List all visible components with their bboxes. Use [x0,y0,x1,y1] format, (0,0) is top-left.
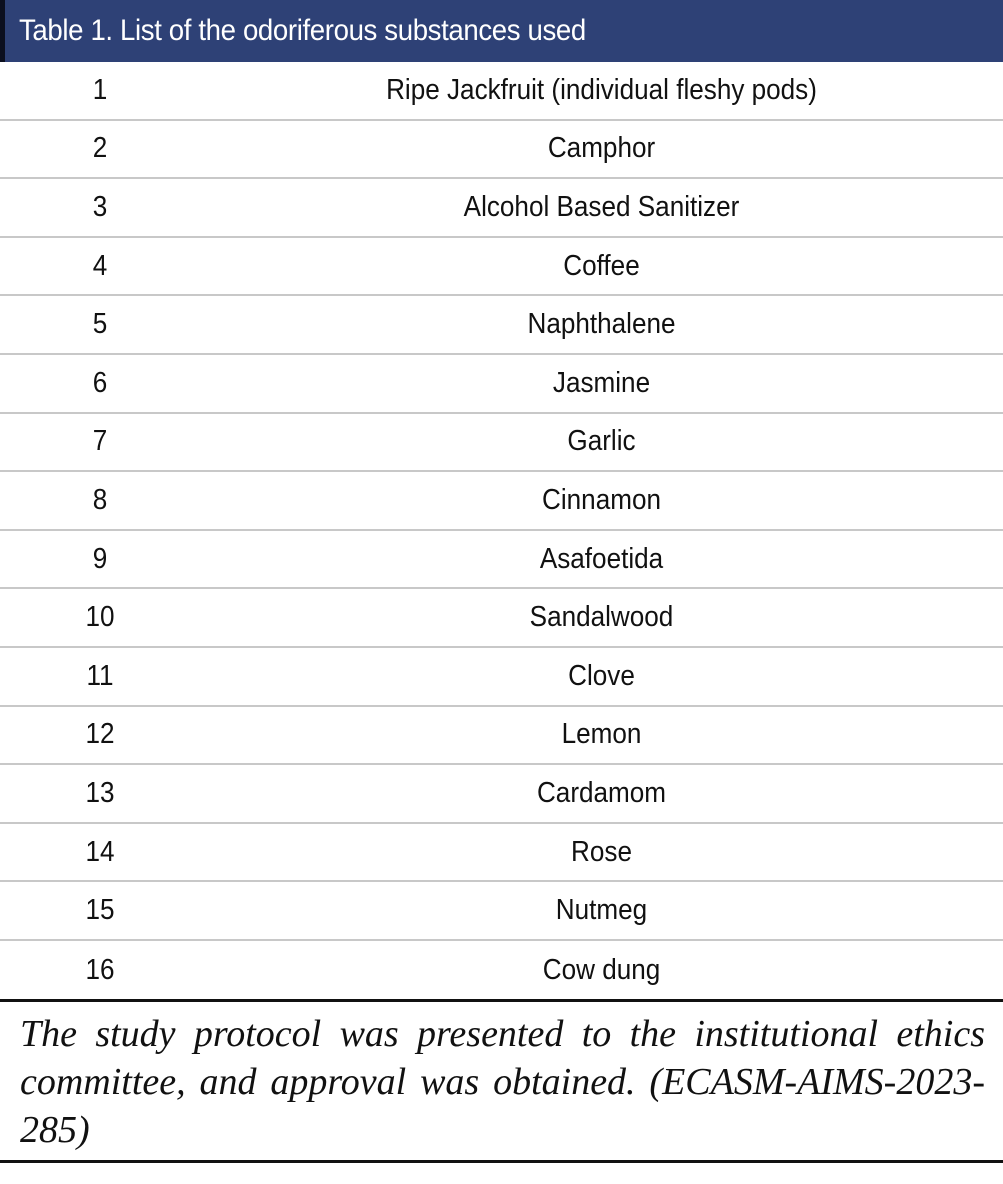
row-number: 7 [92,425,108,458]
substance-name: Lemon [561,718,642,751]
table-row [0,765,1003,824]
row-number: 2 [92,132,108,165]
table-row [0,589,1003,648]
table-row [0,179,1003,238]
row-number: 9 [92,542,108,575]
table-footnote: The study protocol was presented to the institutional ethics committee, and approval was obtained. (ECASM-AIMS-2023-285) [20,1013,985,1151]
row-number: 11 [86,659,114,692]
table-row [0,531,1003,590]
row-number: 14 [85,835,115,868]
substance-name: Asafoetida [539,542,664,575]
table-row [0,355,1003,414]
substances-table [0,62,1003,1000]
substance-name: Camphor [547,132,656,165]
table-row [0,296,1003,355]
row-number: 5 [92,308,108,341]
substance-name: Coffee [563,249,640,282]
table-row [0,648,1003,707]
substance-name: Garlic [567,425,636,458]
substance-name: Ripe Jackfruit (individual fleshy pods) [386,73,817,106]
substance-name: Cow dung [542,953,661,986]
table-row [0,238,1003,297]
substance-name: Cinnamon [542,483,661,516]
row-number: 15 [85,894,115,927]
row-number: 12 [85,718,115,751]
footnote-bottom-rule [0,1160,1003,1163]
table-row [0,62,1003,121]
row-number: 10 [85,601,115,634]
substance-name: Alcohol Based Sanitizer [463,190,740,223]
substance-name: Rose [571,835,632,868]
row-number: 13 [85,776,115,809]
substance-name: Sandalwood [529,601,674,634]
table-row [0,707,1003,766]
table-title-bar [0,0,1003,62]
table-row [0,824,1003,883]
row-number: 4 [92,249,108,282]
row-number: 8 [92,483,108,516]
row-number: 3 [92,190,108,223]
table-row [0,121,1003,180]
table-row [0,472,1003,531]
table-row [0,941,1003,1000]
row-number: 6 [92,366,108,399]
substance-name: Jasmine [552,366,651,399]
substance-name: Naphthalene [527,308,676,341]
table-row [0,414,1003,473]
substance-name: Cardamom [536,776,667,809]
substance-name: Clove [568,659,635,692]
row-number: 1 [92,73,108,106]
table-row [0,882,1003,941]
table-bottom-rule [0,999,1003,1002]
substance-name: Nutmeg [555,894,648,927]
table-title: Table 1. List of the odoriferous substances used [19,14,586,47]
row-number: 16 [85,953,115,986]
